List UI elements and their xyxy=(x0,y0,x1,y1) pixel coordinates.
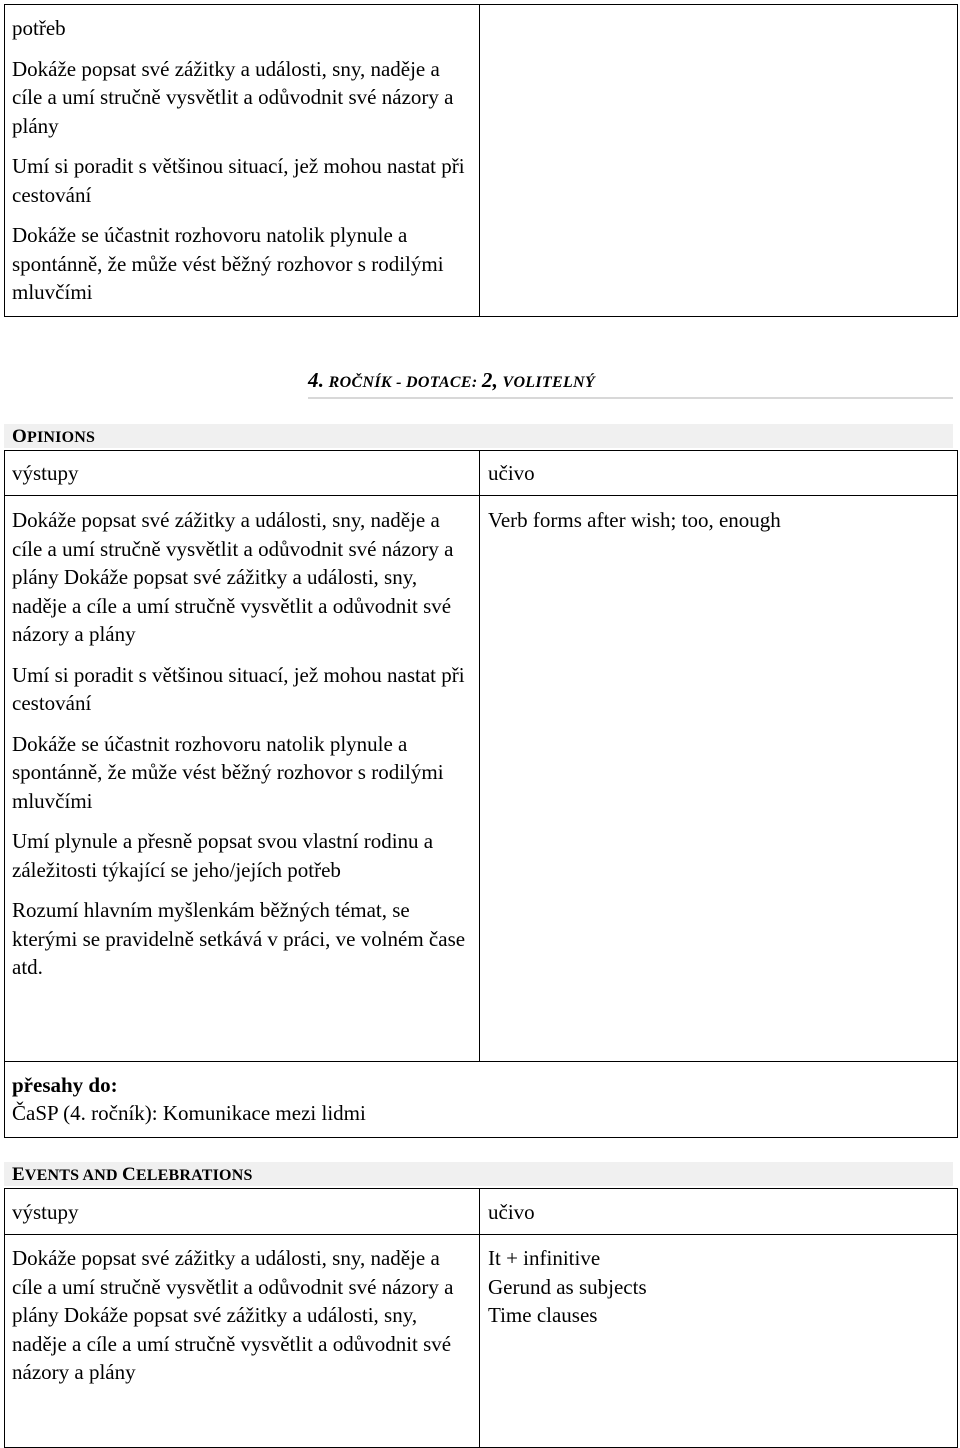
events-content-item: Time clauses xyxy=(488,1303,598,1327)
opinions-title: OPINIONS xyxy=(12,426,96,447)
events-outputs-header: výstupy xyxy=(12,1200,79,1224)
opinions-output: Rozumí hlavním myšlenkám běžných témat, se kterými se pravidelně setkává v práci, ve volném čase atd. xyxy=(12,898,466,979)
grade-number: 4. xyxy=(308,368,325,392)
events-header-rule xyxy=(4,1234,958,1235)
opinions-overlaps xyxy=(12,1071,912,1127)
opinions-title-band xyxy=(4,424,953,448)
opinions-content-header: učivo xyxy=(488,461,535,485)
grade-heading xyxy=(308,366,595,398)
grade-type: VOLITELNÝ xyxy=(502,374,595,391)
opinions-outputs-header: výstupy xyxy=(12,461,79,485)
events-content-cell xyxy=(488,1244,950,1330)
top-paragraph: Umí si poradit s většinou situací, jež mohou nastat při cestování xyxy=(12,154,465,207)
opinions-header-rule xyxy=(4,495,958,496)
events-col-divider xyxy=(479,1188,480,1448)
grade-text: ROČNÍK - DOTACE: xyxy=(328,374,478,391)
opinions-content-cell xyxy=(488,506,950,535)
events-title: EVENTS AND CELEBRATIONS xyxy=(12,1164,253,1185)
opinions-outputs-cell xyxy=(12,506,474,994)
top-outputs-cell xyxy=(12,14,474,319)
events-outputs-cell xyxy=(12,1244,474,1399)
top-paragraph: Dokáže se účastnit rozhovoru natolik plynule a spontánně, že může vést běžný rozhovor s rodilými mluvčími xyxy=(12,223,444,304)
overlaps-value: ČaSP (4. ročník): Komunikace mezi lidmi xyxy=(12,1101,366,1125)
grade-heading-rule xyxy=(308,397,953,399)
events-content-item: Gerund as subjects xyxy=(488,1274,647,1299)
opinions-col-divider xyxy=(479,450,480,1061)
opinions-output: Dokáže se účastnit rozhovoru natolik plynule a spontánně, že může vést běžný rozhovor s rodilými mluvčími xyxy=(12,731,444,813)
overlaps-label: přesahy do: xyxy=(12,1073,118,1097)
opinions-content-item: Verb forms after wish; too, enough xyxy=(488,508,781,532)
opinions-output: Umí plynule a přesně popsat svou vlastní rodinu a záležitosti týkající se jeho/jejích potřeb xyxy=(12,829,434,882)
top-paragraph: Dokáže popsat své zážitky a události, sny, naděje a cíle a umí stručně vysvětlit a odůvodnit své názory a plány xyxy=(12,56,454,138)
opinions-output: Dokáže popsat své zážitky a události, sny, naděje a cíle a umí stručně vysvětlit a odůvodnit své názory a plány Dokáže popsat své zážitky a události, sny, naděje a cíle a umí stručně vysvětlit a odůvodnit své názory a plány xyxy=(12,508,454,646)
events-content-header: učivo xyxy=(488,1200,535,1224)
top-paragraph: potřeb xyxy=(12,16,66,40)
events-content-item: It + infinitive xyxy=(488,1246,601,1270)
events-output: Dokáže popsat své zážitky a události, sny, naděje a cíle a umí stručně vysvětlit a odůvodnit své názory a plány Dokáže popsat své zážitky a události, sny, naděje a cíle a umí stručně vysvětlit a odůvodnit své názory a plány xyxy=(12,1246,454,1384)
opinions-output: Umí si poradit s většinou situací, jež mohou nastat při cestování xyxy=(12,662,465,715)
opinions-body-rule xyxy=(4,1061,958,1062)
top-table-divider xyxy=(479,4,480,317)
grade-hours: 2, xyxy=(481,368,499,392)
